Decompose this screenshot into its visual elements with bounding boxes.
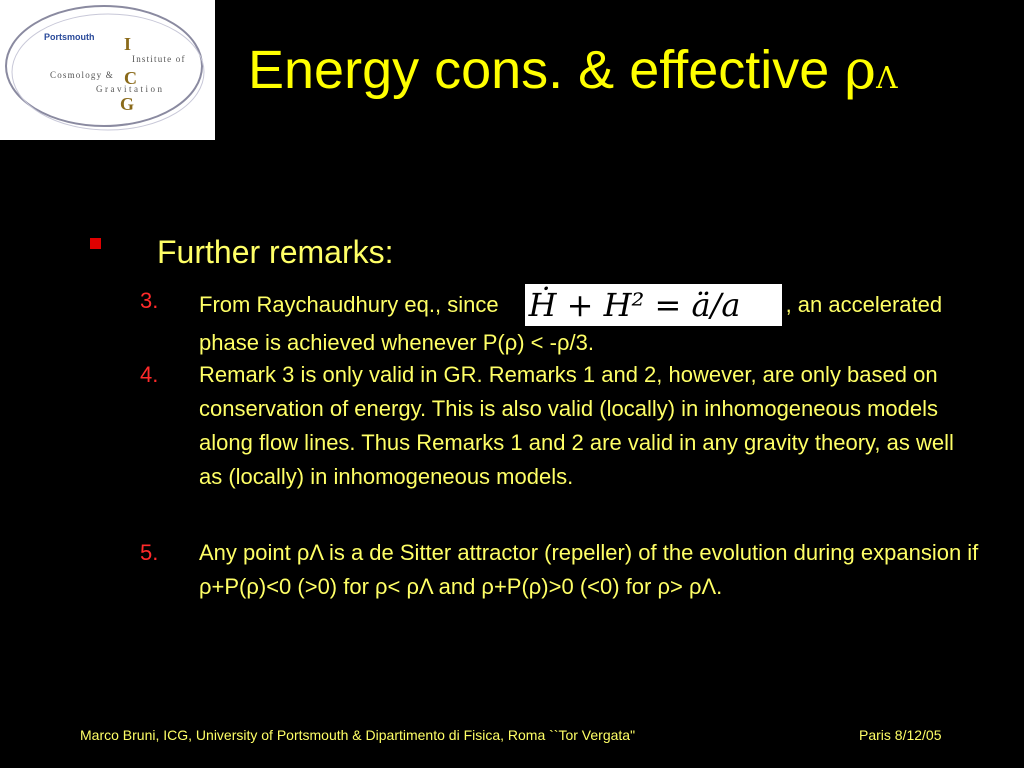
title-rho-symbol: ρ	[844, 38, 877, 101]
raychaudhuri-equation-image	[525, 284, 782, 326]
footer-date: Paris 8/12/05	[859, 727, 942, 743]
logo-letter-g: G	[120, 94, 135, 114]
equation-text: Ḣ + H² = ä/a	[528, 286, 741, 324]
logo-gravitation: Gravitation	[96, 84, 165, 94]
square-bullet-icon	[90, 238, 101, 249]
remark-number: 5.	[140, 540, 159, 565]
remark-body: Any point ρΛ is a de Sitter attractor (repeller) of the evolution during expansion if ρ+P(ρ)<0 (>0) for ρ< ρΛ and ρ+P(ρ)>0 (<0) for ρ> ρΛ.	[199, 540, 979, 599]
footer-author: Marco Bruni, ICG, University of Portsmouth & Dipartimento di Fisica, Roma ``Tor Vergata"	[80, 727, 636, 743]
main-bullet-text: Further remarks:	[157, 234, 394, 270]
remark-body	[199, 284, 979, 360]
remark-text-after-equation: , an accelerated phase is achieved whenever P(ρ) < -ρ/3.	[199, 292, 943, 355]
remark-text-before-equation: From Raychaudhury eq., since	[199, 292, 499, 317]
remark-number: 3.	[140, 288, 159, 313]
icg-logo-graphic	[0, 0, 215, 140]
logo-institute: Institute of	[132, 54, 186, 64]
slide-title-text: Energy cons. & effective	[248, 40, 845, 100]
logo-cosmology: Cosmology &	[50, 70, 114, 80]
logo-letter-i: I	[124, 34, 132, 54]
remark-body: Remark 3 is only valid in GR. Remarks 1 and 2, however, are only based on conservation of energy. This is also valid (locally) in inhomogeneous models along flow lines. Thus Remarks 1 and 2 are valid in any gravity theory, as well as (locally) in inhomogeneous models.	[199, 362, 954, 489]
logo-portsmouth: Portsmouth	[44, 32, 95, 42]
slide-title	[248, 38, 898, 111]
logo-letter-c: C	[124, 68, 137, 88]
remark-number: 4.	[140, 362, 159, 387]
icg-logo	[0, 0, 215, 140]
title-lambda-symbol: Λ	[876, 61, 898, 96]
